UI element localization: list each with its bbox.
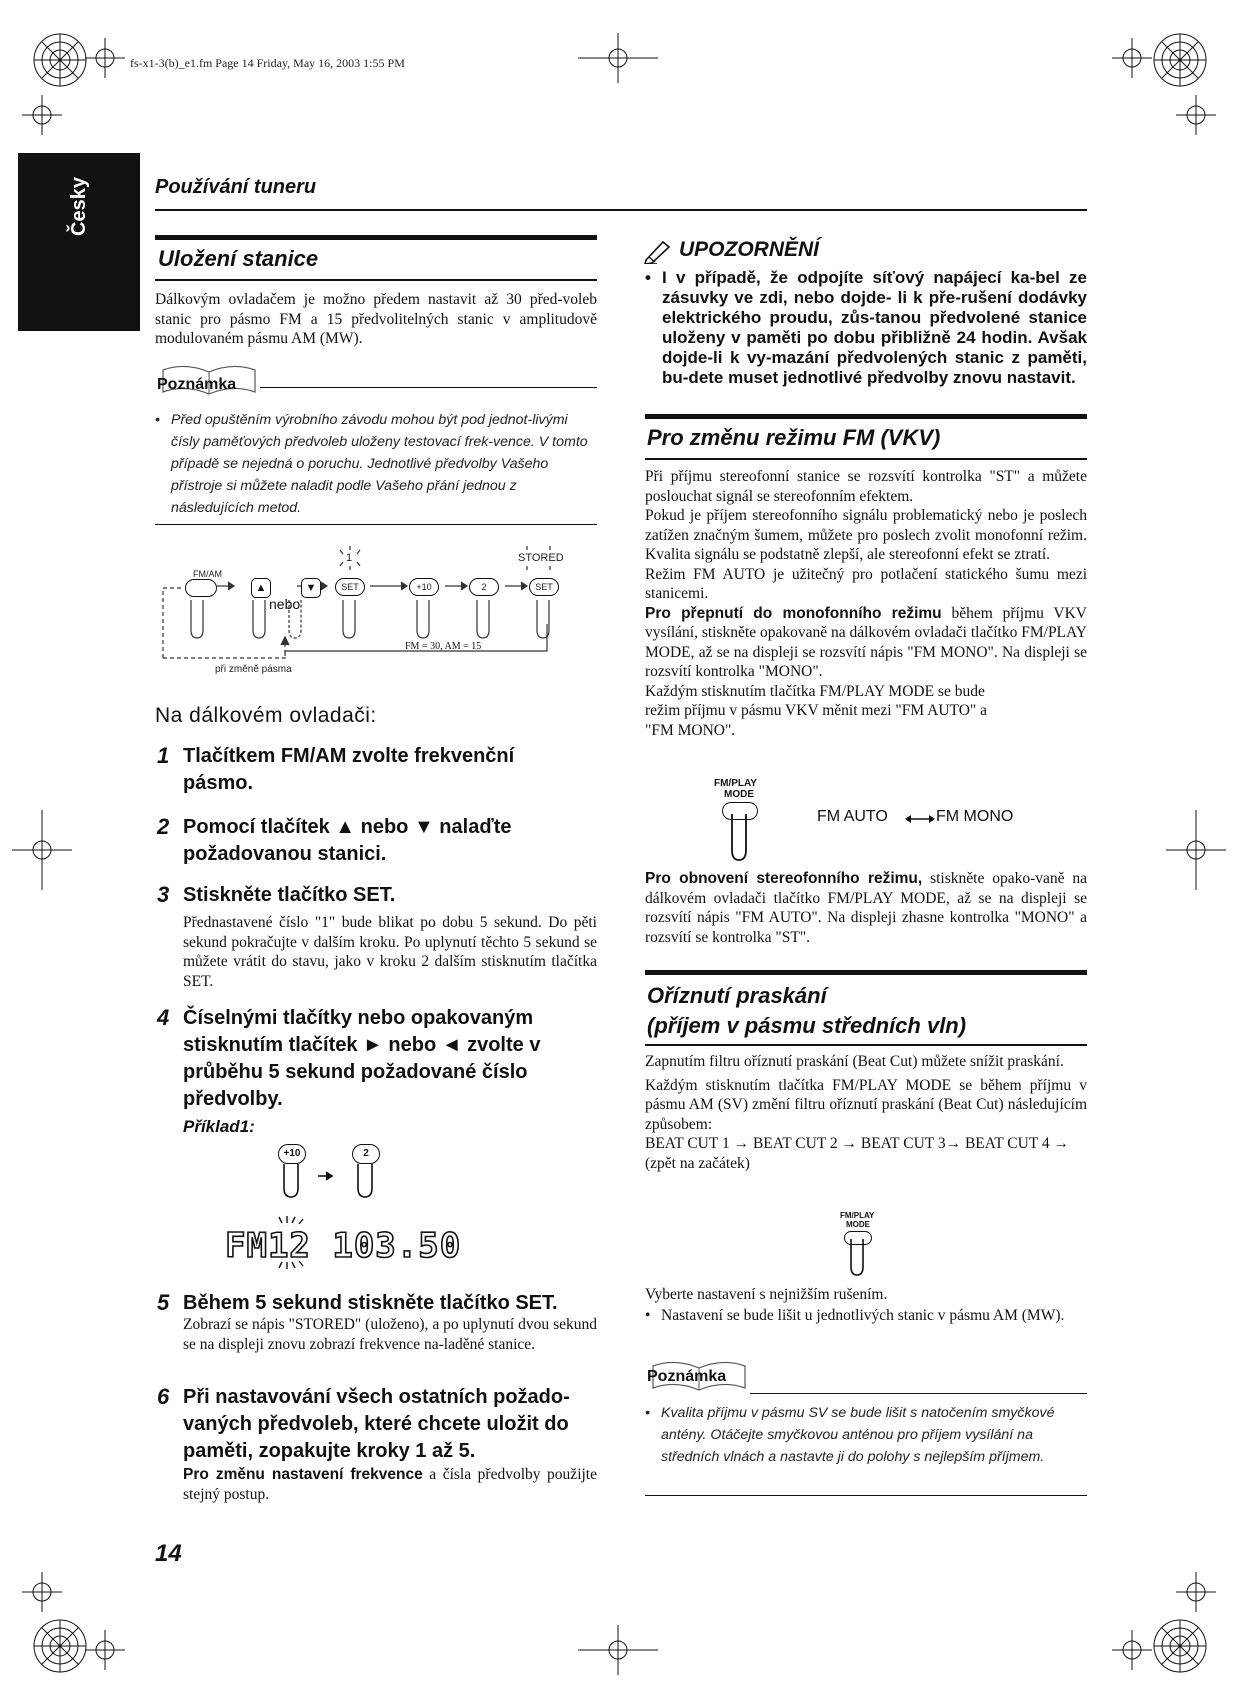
step-number: 4 bbox=[157, 1005, 170, 1030]
step-body bbox=[183, 1465, 597, 1504]
section-underline bbox=[155, 279, 597, 281]
up-button: ▲ bbox=[251, 578, 271, 598]
lcd-display bbox=[225, 1215, 462, 1271]
plus10-button bbox=[409, 578, 439, 596]
step-number: 3 bbox=[157, 882, 170, 907]
beat-cut-title-2: (příjem v pásmu středních vln) bbox=[647, 1013, 967, 1038]
note-label: Poznámka bbox=[157, 376, 237, 393]
band-change-label: při změně pásma bbox=[215, 664, 292, 675]
remote-heading: Na dálkovém ovladači: bbox=[155, 704, 377, 727]
registration-rosette bbox=[1154, 1620, 1206, 1672]
two-button bbox=[469, 578, 499, 596]
fm-auto-label: FM AUTO bbox=[817, 808, 888, 825]
fm-mode-p2: Pokud je příjem stereofonního signálu problematický nebo je poslech zatížen značným šumem, můžete pro poslech zvolit monofonní režim. Kvalita signálu se podstatně zlepší, ale stereofonní efekt se ztratí. bbox=[645, 507, 1087, 563]
fm-mode-text bbox=[645, 467, 1087, 740]
set-label-2: SET bbox=[535, 582, 553, 592]
step-heading: Číselnými tlačítky nebo opakovaným stisknutím tlačítek ► nebo ◄ zvolte v průběhu 5 sekund požadované číslo předvolby. bbox=[183, 1007, 541, 1110]
step-heading: Stiskněte tlačítko SET. bbox=[183, 884, 396, 906]
fm-play-diagram bbox=[700, 778, 1080, 873]
two-example-button bbox=[352, 1144, 380, 1164]
step-5 bbox=[155, 1290, 597, 1354]
beat-cut-p2: Každým stisknutím tlačítka FM/PLAY MODE se během příjmu v pásmu AM (SV) změní filtru oříznutí praskání (Beat Cut) následujícím způsobem: bbox=[645, 1076, 1087, 1133]
beat-cut-text bbox=[645, 1052, 1087, 1173]
bullet: • bbox=[645, 1405, 650, 1421]
fm-am-label: FM/AM bbox=[193, 569, 222, 579]
beat-cut-p3: BEAT CUT 1 → BEAT CUT 2 → BEAT CUT 3→ BEAT CUT 4 → (zpět na začátek) bbox=[645, 1135, 1070, 1172]
double-arrow-icon bbox=[905, 813, 935, 825]
step-2 bbox=[155, 814, 597, 868]
preset-range-label: FM = 30, AM = 15 bbox=[405, 641, 482, 652]
example-label: Příklad1: bbox=[183, 1117, 255, 1136]
display-text: FM12 103.50 bbox=[225, 1226, 462, 1266]
fm-mode-p5: Každým stisknutím tlačítka FM/PLAY MODE se bude režim příjmu v pásmu VKV měnit mezi "FM AUTO" a "FM MONO". bbox=[645, 682, 987, 739]
fm-am-button bbox=[185, 579, 217, 597]
preset-one-label: 1 bbox=[346, 552, 353, 564]
stored-label: STORED bbox=[518, 552, 564, 564]
note-label: Poznámka bbox=[647, 1368, 727, 1385]
step-number: 1 bbox=[157, 743, 170, 768]
beat-cut-bullet bbox=[645, 1306, 1087, 1326]
nebo-label: nebo bbox=[269, 596, 301, 612]
registration-rosette bbox=[34, 34, 86, 86]
fm-play-label-2: MODE bbox=[846, 1220, 870, 1229]
registration-rosette bbox=[1154, 34, 1206, 86]
beat-cut-select: Vyberte nastavení s nejnižším rušením. bbox=[645, 1286, 888, 1303]
bullet: • bbox=[645, 1307, 651, 1324]
plus10-example-button bbox=[278, 1144, 306, 1164]
stereo-restore-text bbox=[645, 869, 1087, 947]
step-heading: Tlačítkem FM/AM zvolte frekvenční pásmo. bbox=[183, 745, 515, 794]
bullet: • bbox=[645, 268, 651, 287]
step-body: Zobrazí se nápis "STORED" (uloženo), a po uplynutí dvou sekund se na displeji znovu zobrazí frekvence na-laděné stanice. bbox=[183, 1316, 597, 1353]
step-heading: Během 5 sekund stiskněte tlačítko SET. bbox=[183, 1292, 558, 1314]
fm-play-label-1: FM/PLAY bbox=[714, 778, 757, 789]
step-3 bbox=[155, 882, 597, 991]
section-rule bbox=[645, 970, 1087, 975]
section-title-store-station: Uložení stanice bbox=[158, 246, 319, 271]
set-button-2 bbox=[529, 578, 559, 596]
step-heading: Pomocí tlačítek ▲ nebo ▼ nalaďte požadovanou stanici. bbox=[183, 816, 512, 865]
fm-play-diagram-2 bbox=[828, 1211, 908, 1281]
note-text bbox=[155, 409, 597, 519]
two-label: 2 bbox=[481, 582, 487, 592]
fm-mode-p1: Při příjmu stereofonní stanice se rozsvítí kontrolka "ST" a můžete poslouchat signál se stereofonním efektem. bbox=[645, 468, 1087, 505]
bullet: • bbox=[155, 412, 160, 428]
step-heading: Při nastavování všech ostatních požado-vaných předvoleb, které chcete uložit do paměti, zopakujte kroky 1 až 5. bbox=[183, 1386, 570, 1462]
warning-body: I v případě, že odpojíte síťový napájecí ka-bel ze zásuvky ve zdi, nebo dojde- li k pře-rušení dodávky elektrického proudu, zůs-tanou předvolené stanice uloženy v paměti po dobu přibližně 24 hodin. Avšak dojde-li k vy-mazání předvolených stanic z paměti, bu-dete muset jednotlivé předvolby znovu nastavit. bbox=[662, 268, 1087, 387]
note-text-2 bbox=[645, 1402, 1087, 1468]
finger-icon bbox=[842, 1237, 882, 1283]
plus10-label: +10 bbox=[416, 582, 432, 592]
note-body-2: Kvalita příjmu v pásmu SV se bude lišit s natočením smyčkové antény. Otáčejte smyčkovou anténou pro příjem vysílání na středních vlnách a nastavte ji do polohy s nejlepším příjmem. bbox=[661, 1405, 1055, 1465]
note-rule bbox=[750, 1393, 1087, 1394]
preset-diagram bbox=[155, 538, 597, 678]
warning-text bbox=[645, 268, 1087, 388]
fm-mono-label: FM MONO bbox=[936, 808, 1014, 825]
section-rule bbox=[645, 414, 1087, 419]
section-rule bbox=[155, 235, 597, 240]
step-body-rest: a čísla předvolby použijte stejný postup. bbox=[183, 1466, 597, 1503]
step-number: 5 bbox=[157, 1290, 170, 1315]
beat-cut-p1: Zapnutím filtru oříznutí praskání (Beat Cut) můžete snížit praskání. bbox=[645, 1053, 1064, 1070]
warning-title: UPOZORNĚNÍ bbox=[679, 238, 820, 261]
step-1 bbox=[155, 743, 597, 797]
file-info-line: fs-x1-3(b)_e1.fm Page 14 Friday, May 16, 2003 1:55 PM bbox=[130, 56, 405, 70]
step-6 bbox=[155, 1384, 597, 1504]
language-label: Česky bbox=[67, 177, 90, 236]
step-body: Přednastavené číslo "1" bude blikat po dobu 5 sekund. Do pěti sekund pokračujte v dalším kroku. Po uplynutí těchto 5 sekund se můžete vrátit do stavu, jako v kroku 2 dalším stisknutím tlačítka SET. bbox=[183, 914, 597, 990]
fm-mode-p4-rest: během příjmu VKV vysílání, stiskněte opakovaně na dálkovém ovladači tlačítko FM/PLAY MODE, až se na displeji se rozsvítí nápis "FM MONO". Na displeji se rozsvítí kontrolka "MONO". bbox=[645, 604, 1088, 680]
beat-cut-bullet-text: Nastavení se bude lišit u jednotlivých stanic v pásmu AM (MW). bbox=[661, 1307, 1065, 1324]
language-tab bbox=[18, 153, 140, 331]
fm-play-label-1: FM/PLAY bbox=[840, 1211, 875, 1220]
step-number: 6 bbox=[157, 1384, 170, 1409]
section-underline bbox=[645, 458, 1087, 460]
down-button: ▼ bbox=[301, 578, 321, 598]
pencil-icon bbox=[643, 238, 673, 264]
note-bottom-rule bbox=[645, 1495, 1087, 1496]
example-buttons bbox=[270, 1142, 390, 1202]
two-example-label: 2 bbox=[363, 1148, 369, 1159]
step-body-bold: Pro změnu nastavení frekvence bbox=[183, 1466, 423, 1483]
fm-mode-p4-bold: Pro přepnutí do monofonního režimu bbox=[645, 604, 942, 622]
note-bottom-rule bbox=[155, 524, 597, 525]
registration-rosette bbox=[34, 1620, 86, 1672]
step-4 bbox=[155, 1005, 597, 1137]
stereo-restore-rest: stiskněte opako-vaně na dálkovém ovladači tlačítko FM/PLAY MODE, až se na displeji se rozsvítí nápis "FM AUTO". Na displeji zhasne kontrolka "MONO" a rozsvítí se kontrolka "ST". bbox=[645, 870, 1087, 946]
finger-icon bbox=[720, 810, 760, 870]
step-number: 2 bbox=[157, 814, 170, 839]
plus10-example-label: +10 bbox=[283, 1148, 301, 1159]
fm-mode-p4 bbox=[645, 604, 1087, 682]
fm-play-label-2: MODE bbox=[724, 789, 754, 800]
section-title-fm-mode: Pro změnu režimu FM (VKV) bbox=[647, 425, 941, 450]
set-button bbox=[335, 578, 365, 596]
section-title-beat-cut bbox=[647, 981, 966, 1041]
page-number: 14 bbox=[155, 1540, 182, 1567]
note-body: Před opuštěním výrobního závodu mohou být pod jednot-livými čísly paměťových předvoleb uloženy testovací frek-vence. V tomto případě se nejedná o poruchu. Jednotlivé předvolby Vašeho přístroje si můžete naladit podle Vašeho přání jednou z následujících metod. bbox=[171, 412, 588, 516]
section-intro: Dálkovým ovladačem je možno předem nastavit až 30 před-voleb stanic pro pásmo FM a 15 předvolitelných stanic v amplitudově modulovaném pásmu AM (MW). bbox=[155, 291, 597, 347]
set-label: SET bbox=[341, 582, 359, 592]
note-rule bbox=[260, 387, 597, 388]
beat-cut-title-1: Oříznutí praskání bbox=[647, 983, 827, 1008]
chapter-title: Používání tuneru bbox=[155, 176, 317, 198]
stereo-restore-bold: Pro obnovení stereofonního režimu, bbox=[645, 870, 923, 887]
fm-mode-p3: Režim FM AUTO je užitečný pro potlačení statického šumu mezi stanicemi. bbox=[645, 565, 1087, 602]
section-underline bbox=[645, 1044, 1087, 1046]
chapter-rule bbox=[155, 209, 1087, 211]
